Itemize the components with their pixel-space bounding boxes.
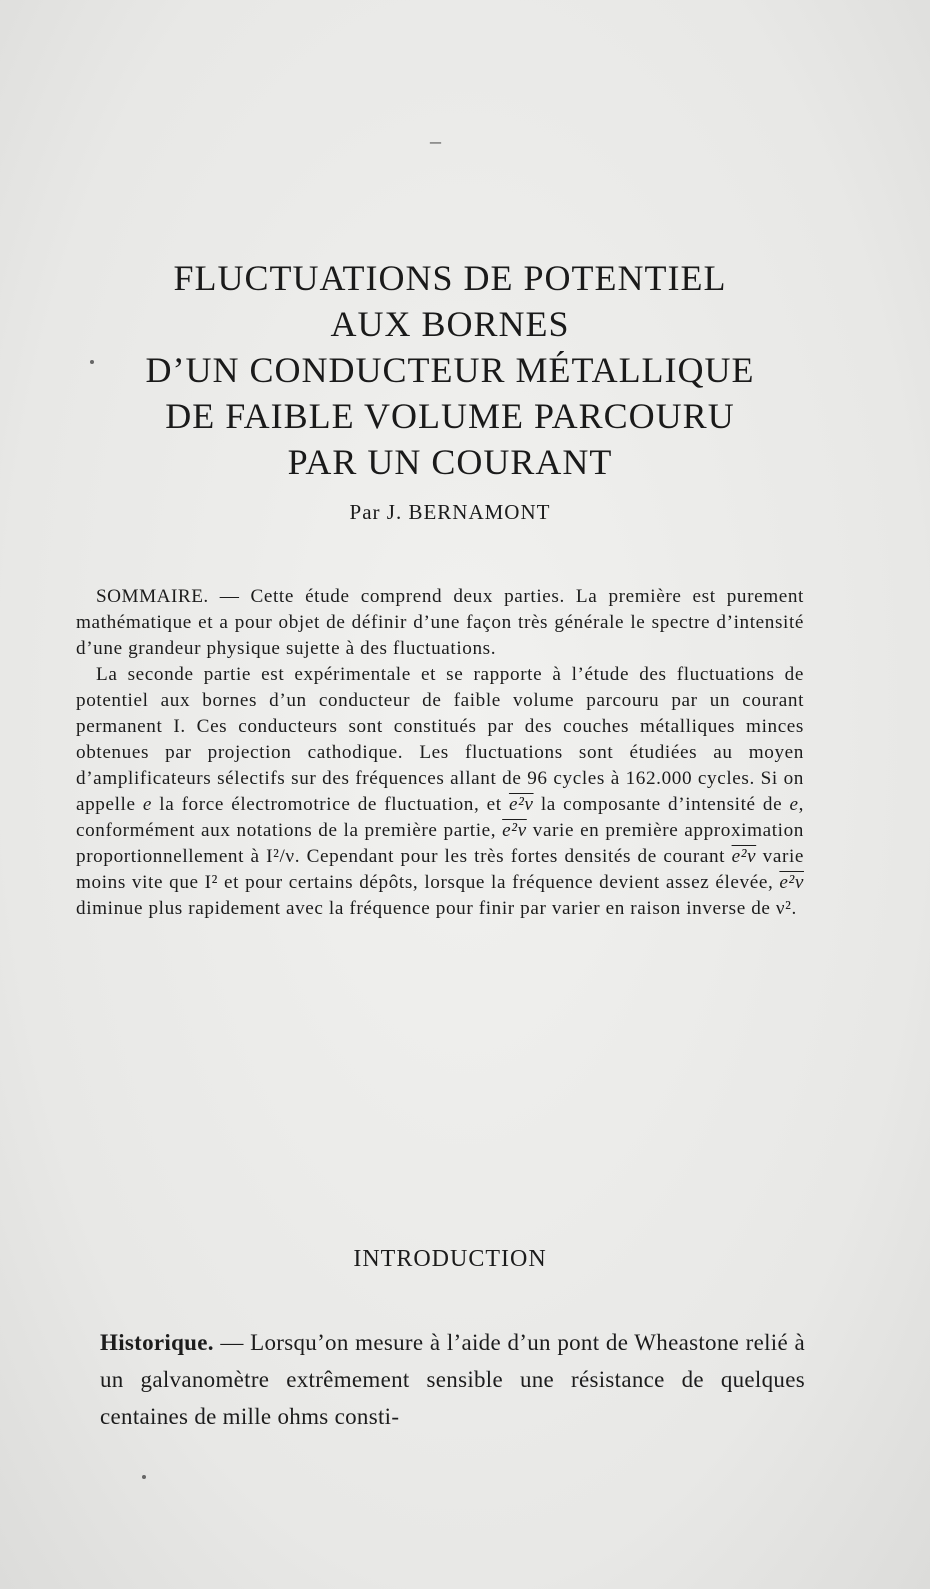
page-mark: – <box>430 128 441 153</box>
abstract-text-1: Cette étude comprend deux parties. La première est purement mathématique et a pour objet de définir d’une façon très générale le spectre d’intensité d’une grandeur physique sujette à des fluctuations. <box>76 586 804 659</box>
abstract-text-2h: varie moins vite que I² et pour certains dépôts, lorsque la fréquence devient assez élevée, <box>76 846 805 893</box>
symbol-e-nu-4: e²ν <box>779 872 804 893</box>
abstract-paragraph-2 <box>76 662 804 922</box>
abstract-text-2i: diminue plus rapidement avec la fréquence pour finir par varier en raison inverse de ν². <box>76 898 797 919</box>
intro-text <box>100 1324 805 1435</box>
abstract-text-2a: La seconde partie est expérimentale et se rapporte à l’étude des fluctuations de potentiel aux bornes d’un conducteur de faible volume parcouru par un courant permanent I. Ces conducteurs sont constitués par des couches métalliques minces obtenues par projection cathodique. Les fluctuations sont étudiées au moyen d’amplificateurs sélectifs sur des fréquences allant de 96 cycles à 162.000 cycles. Si on appelle <box>76 664 804 815</box>
margin-speck <box>90 360 94 364</box>
intro-body: Lorsqu’on mesure à l’aide d’un pont de Wheastone relié à un galvanomètre extrêmement sensible une résistance de quelques centaines de mille ohms consti- <box>100 1330 805 1429</box>
symbol-e-2: e <box>789 794 799 815</box>
symbol-e: e <box>142 794 152 815</box>
margin-speck <box>142 1475 146 1479</box>
abstract-text-2f: varie en première approximation proportionnellement à <box>76 820 805 867</box>
abstract-paragraph-1 <box>76 584 804 662</box>
symbol-e-nu-1: e²ν <box>508 794 534 815</box>
title-line-5: PAR UN COURANT <box>287 442 613 482</box>
abstract-text-2d: , conformément aux notations de la première partie, <box>76 794 804 841</box>
intro-paragraph <box>100 1324 805 1435</box>
article-title <box>100 255 800 485</box>
intro-dash: — <box>213 1330 251 1355</box>
symbol-e-nu-2: e²ν <box>502 820 527 841</box>
title-line-4: DE FAIBLE VOLUME PARCOURU <box>165 396 735 436</box>
author-line: Par J. BERNAMONT <box>349 500 551 524</box>
abstract-label: SOMMAIRE. — <box>96 586 240 607</box>
section-heading: INTRODUCTION <box>353 1246 547 1272</box>
title-line-3: D’UN CONDUCTEUR MÉTALLIQUE <box>145 350 755 390</box>
fraction-i2-over-nu: I²/ν <box>266 846 295 867</box>
abstract-text-2b: la force électromotrice de fluctuation, et <box>159 794 502 815</box>
symbol-e-nu-3: e²ν <box>731 846 757 867</box>
abstract-text-2g: . Cependant pour les très fortes densités de courant <box>294 846 726 867</box>
title-line-1: FLUCTUATIONS DE POTENTIEL <box>173 258 727 298</box>
intro-lead: Historique. <box>100 1330 214 1355</box>
abstract-text-2c: la composante d’intensité de <box>540 794 783 815</box>
title-line-2: AUX BORNES <box>330 304 570 344</box>
abstract <box>76 584 804 922</box>
